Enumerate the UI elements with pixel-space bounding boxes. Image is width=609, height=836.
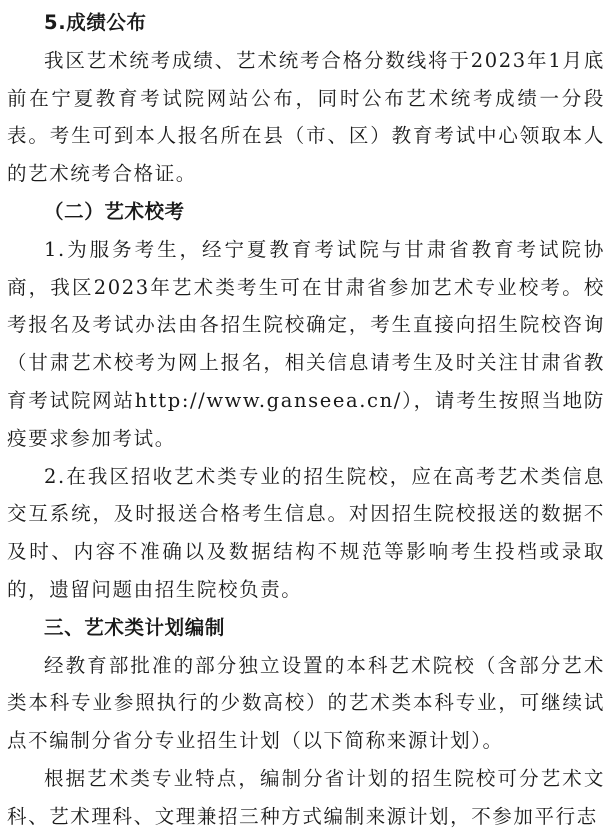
paragraph-plan-2: 根据艺术类专业特点，编制分省计划的招生院校可分艺术文科、艺术理科、文理兼招三种方式编制来源计划，不参加平行志 — [7, 766, 605, 828]
section-heading-school-exam: （二）艺术校考 — [44, 199, 185, 223]
paragraph-results: 我区艺术统考成绩、艺术统考合格分数线将于2023年1月底前在宁夏教育考试院网站公布，同时公布艺术统考成绩一分段表。考生可到本人报名所在县（市、区）教育考试中心领取本人的艺术统考合格证。 — [7, 48, 605, 186]
paragraph-plan-1: 经教育部批准的部分独立设置的本科艺术院校（含部分艺术类本科专业参照执行的少数高校）的艺术类本科专业，可继续试点不编制分省分专业招生计划（以下简称来源计划）。 — [7, 653, 605, 753]
section-heading-results: 5.成绩公布 — [44, 11, 147, 34]
paragraph-item-1: 1.为服务考生，经宁夏教育考试院与甘肃省教育考试院协商，我区2023年艺术类考生可在甘肃省参加艺术专业校考。校考报名及考试办法由各招生院校确定，考生直接向招生院校咨询（甘肃艺术校考为网上报名，相关信息请考生及时关注甘肃省教育考试院网站http://www.ganseea.cn/），请考生按照当地防疫要求参加考试。 — [7, 237, 605, 450]
paragraph-item-2: 2.在我区招收艺术类专业的招生院校，应在高考艺术类信息交互系统，及时报送合格考生信息。对因招生院校报送的数据不及时、内容不准确以及数据结构不规范等影响考生投档或录取的，遗留问题由招生院校负责。 — [7, 464, 605, 601]
section-heading-plan: 三、艺术类计划编制 — [44, 615, 225, 639]
